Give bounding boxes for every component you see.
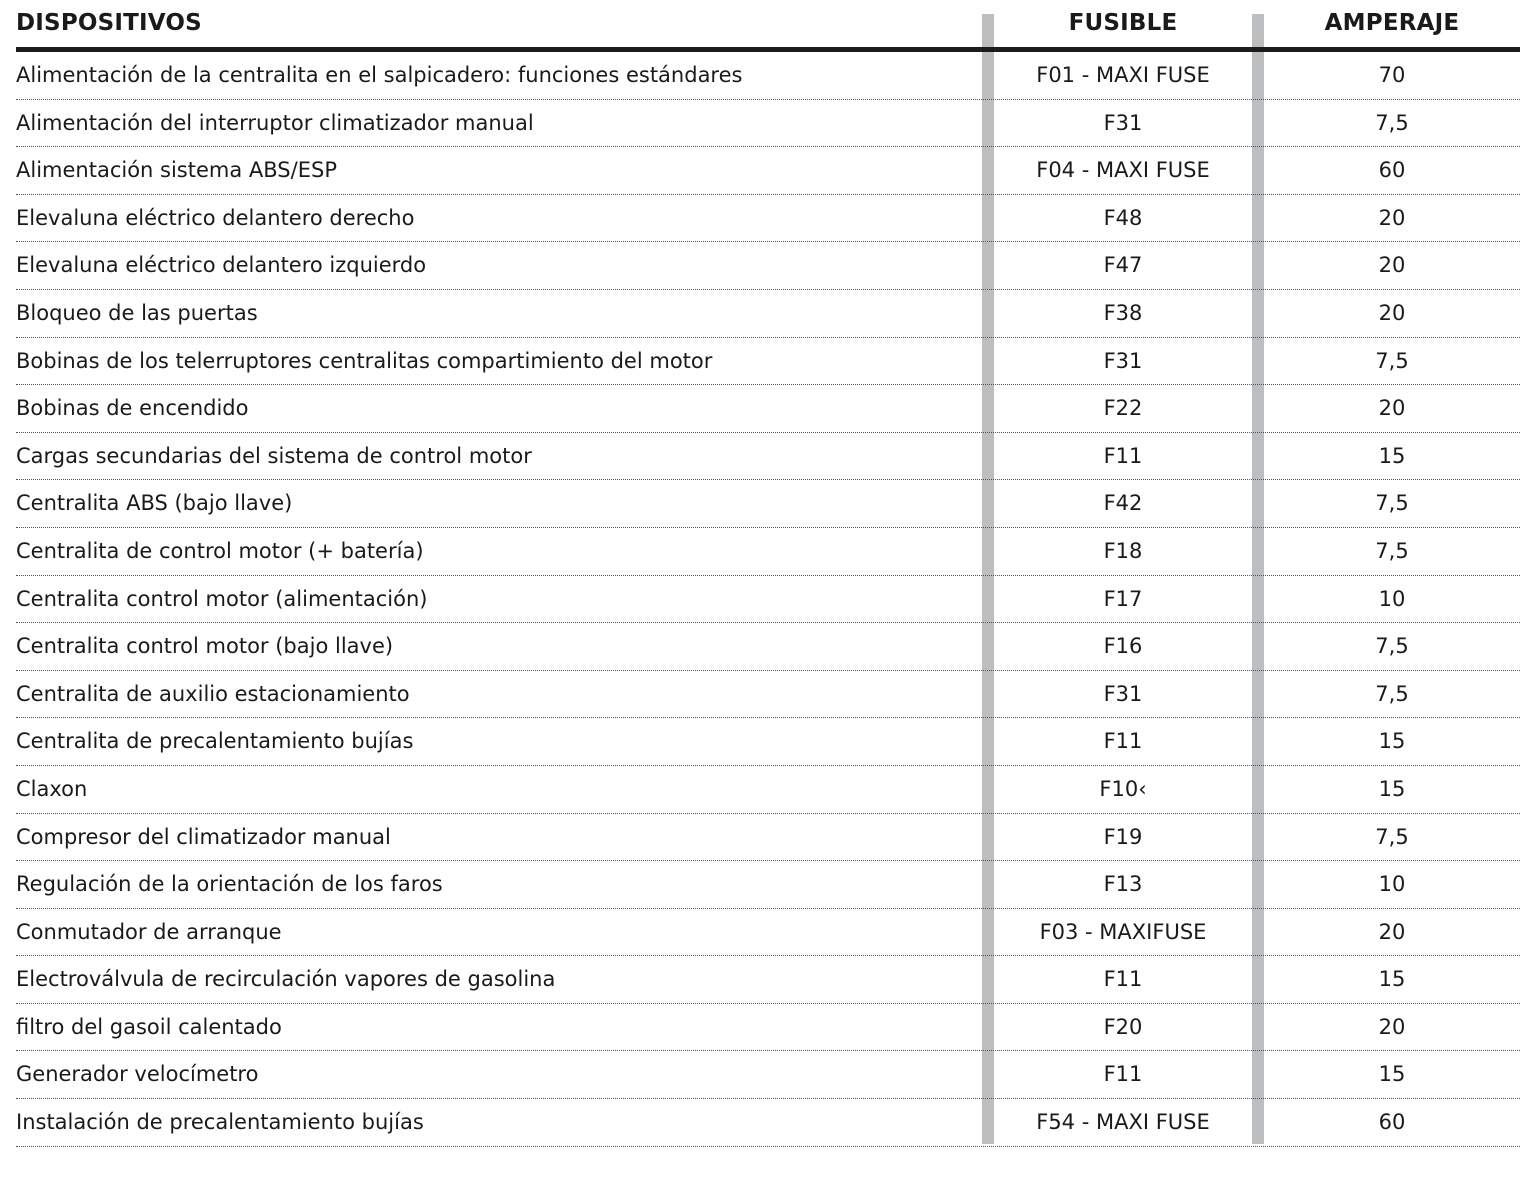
table-row: [16, 671, 1520, 719]
table-header: [16, 0, 1520, 52]
table-row: [16, 1099, 1520, 1147]
fuse-cell: F04 - MAXI FUSE: [1036, 158, 1210, 183]
amperage-cell: 15: [1378, 776, 1406, 801]
amperage-cell: 60: [1378, 158, 1406, 183]
table-row: [16, 195, 1520, 243]
device-cell: Centralita ABS (bajo llave): [16, 491, 293, 516]
amperage-cell: 20: [1378, 396, 1406, 421]
fuse-cell: F11: [1103, 967, 1143, 992]
device-cell: Generador velocímetro: [16, 1062, 259, 1087]
table-row: [16, 718, 1520, 766]
amperage-cell: 7,5: [1375, 681, 1409, 706]
amperage-cell: 20: [1378, 1014, 1406, 1039]
device-cell: Conmutador de arranque: [16, 919, 282, 944]
device-cell: Electroválvula de recirculación vapores de gasolina: [16, 967, 556, 992]
device-cell: Bloqueo de las puertas: [16, 300, 258, 325]
device-cell: Bobinas de los telerruptores centralitas compartimiento del motor: [16, 348, 713, 373]
device-cell: Centralita control motor (bajo llave): [16, 634, 394, 659]
amperage-cell: 7,5: [1375, 538, 1409, 563]
table-row: [16, 576, 1520, 624]
fuse-cell: F19: [1103, 824, 1143, 849]
fuse-cell: F11: [1103, 729, 1143, 754]
amperage-cell: 10: [1378, 872, 1406, 897]
fuse-cell: F31: [1103, 110, 1143, 135]
fuse-cell: F01 - MAXI FUSE: [1036, 63, 1210, 87]
amperage-cell: 7,5: [1375, 110, 1409, 135]
table-row: [16, 480, 1520, 528]
table-row: [16, 814, 1520, 862]
table-row: [16, 623, 1520, 671]
fuse-cell: F42: [1103, 491, 1143, 516]
amperage-cell: 10: [1378, 586, 1406, 611]
table-row: [16, 433, 1520, 481]
table-row: [16, 242, 1520, 290]
device-cell: Alimentación del interruptor climatizador manual: [16, 110, 534, 135]
header-amperage: AMPERAJE: [1324, 10, 1460, 36]
table-row: [16, 766, 1520, 814]
table-row: [16, 528, 1520, 576]
amperage-cell: 60: [1378, 1110, 1406, 1135]
amperage-cell: 70: [1378, 63, 1406, 87]
amperage-cell: 7,5: [1375, 348, 1409, 373]
fuse-cell: F11: [1103, 1062, 1143, 1087]
fuse-cell: F03 - MAXIFUSE: [1039, 919, 1207, 944]
header-fuse: FUSIBLE: [1068, 10, 1178, 36]
fuse-cell: F11: [1103, 443, 1143, 468]
amperage-cell: 15: [1378, 967, 1406, 992]
table-row: [16, 1051, 1520, 1099]
table-row: [16, 147, 1520, 195]
fuse-cell: F10‹: [1099, 776, 1147, 801]
device-cell: Centralita de precalentamiento bujías: [16, 729, 414, 754]
fuse-cell: F47: [1103, 253, 1143, 278]
device-cell: Alimentación sistema ABS/ESP: [16, 158, 337, 183]
fuse-cell: F22: [1103, 396, 1143, 421]
amperage-cell: 15: [1378, 443, 1406, 468]
device-cell: Regulación de la orientación de los faros: [16, 872, 443, 897]
table-row: [16, 338, 1520, 386]
fuse-cell: F31: [1103, 681, 1143, 706]
fuse-cell: F31: [1103, 348, 1143, 373]
device-cell: Elevaluna eléctrico delantero izquierdo: [16, 253, 427, 278]
device-cell: Centralita de control motor (+ batería): [16, 538, 424, 563]
device-cell: Alimentación de la centralita en el salpicadero: funciones estándares: [16, 63, 743, 87]
amperage-cell: 7,5: [1375, 634, 1409, 659]
device-cell: Bobinas de encendido: [16, 396, 249, 421]
device-cell: Centralita de auxilio estacionamiento: [16, 681, 410, 706]
device-cell: Cargas secundarias del sistema de control motor: [16, 443, 532, 468]
fuse-table: [16, 0, 1520, 1147]
table-row: [16, 861, 1520, 909]
fuse-cell: F18: [1103, 538, 1143, 563]
amperage-cell: 20: [1378, 253, 1406, 278]
table-row: [16, 100, 1520, 148]
fuse-cell: F54 - MAXI FUSE: [1036, 1110, 1210, 1135]
table-row: [16, 909, 1520, 957]
amperage-cell: 20: [1378, 205, 1406, 230]
table-row: [16, 1004, 1520, 1052]
device-cell: filtro del gasoil calentado: [16, 1014, 282, 1039]
fuse-cell: F38: [1103, 300, 1143, 325]
amperage-cell: 20: [1378, 919, 1406, 944]
fuse-cell: F16: [1103, 634, 1143, 659]
device-cell: Centralita control motor (alimentación): [16, 586, 428, 611]
device-cell: Compresor del climatizador manual: [16, 824, 391, 849]
fuse-cell: F17: [1103, 586, 1143, 611]
table-row: [16, 52, 1520, 100]
amperage-cell: 7,5: [1375, 491, 1409, 516]
device-cell: Claxon: [16, 776, 88, 801]
table-row: [16, 385, 1520, 433]
amperage-cell: 7,5: [1375, 824, 1409, 849]
device-cell: Instalación de precalentamiento bujías: [16, 1110, 424, 1135]
amperage-cell: 15: [1378, 729, 1406, 754]
amperage-cell: 20: [1378, 300, 1406, 325]
device-cell: Elevaluna eléctrico delantero derecho: [16, 205, 415, 230]
table-body: [16, 52, 1520, 1147]
fuse-cell: F20: [1103, 1014, 1143, 1039]
table-row: [16, 956, 1520, 1004]
header-devices: DISPOSITIVOS: [16, 10, 202, 36]
fuse-cell: F13: [1103, 872, 1143, 897]
table-row: [16, 290, 1520, 338]
amperage-cell: 15: [1378, 1062, 1406, 1087]
fuse-cell: F48: [1103, 205, 1143, 230]
